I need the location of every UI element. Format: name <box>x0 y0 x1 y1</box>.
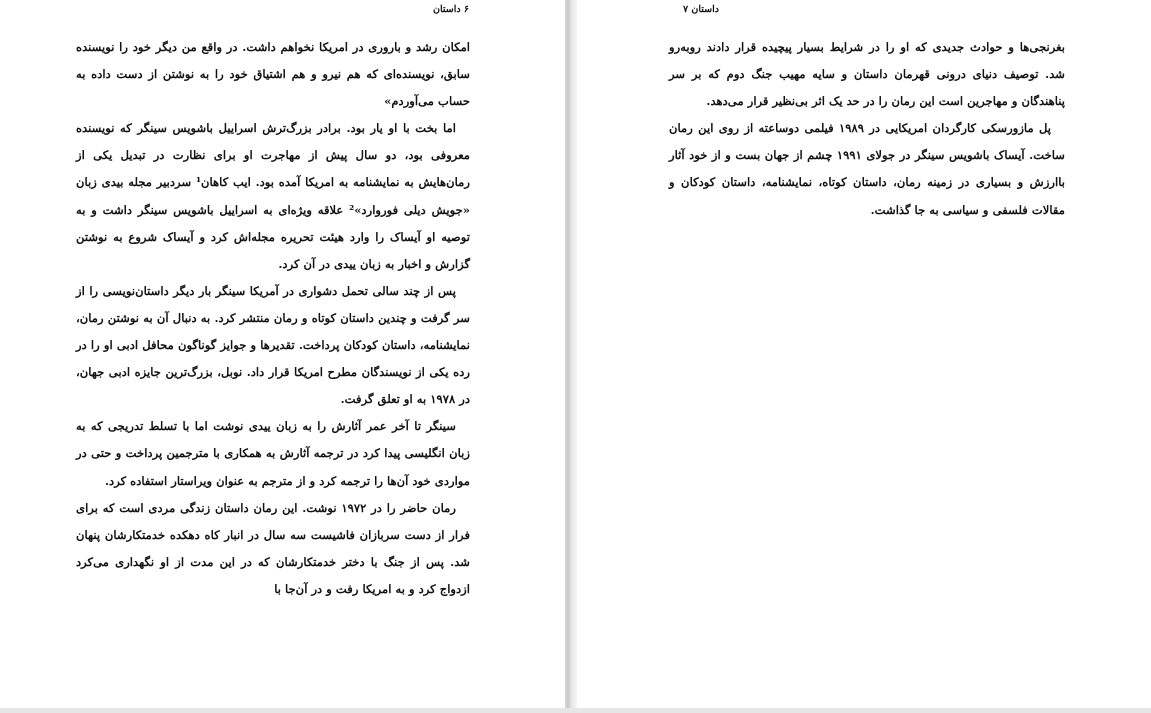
right-page <box>577 0 1151 708</box>
viewer-bottom-edge <box>0 708 1151 713</box>
left-page-body <box>76 34 470 603</box>
paragraph: اما بخت با او یار بود. برادر بزرگ‌ترش اسراییل باشویس سینگر که نویسنده معروفی بود، دو سال پیش از مهاجرت او برای نظارت در تبدیل یکی از رمان‌هایش به نمایشنامه به امریکا آمده بود. ایب کاهان¹ سردبیر مجله بیدی زبان «جویش دیلی فوروارد»² علاقه ویژه‌ای به اسراییل باشویس سینگر داشت و به توصیه او آیساک را وارد هیئت تحریره مجله‌اش کرد و آیساک شروع به نوشتن گزارش و اخبار به زبان ییدی در آن کرد. <box>76 121 470 271</box>
paragraph: امکان رشد و باروری در امریکا نخواهم داشت. در واقع من دیگر خود را نویسنده سابق، نویسنده‌ای که هم نیرو و هم اشتیاق خود را به نوشتن از دست داده به حساب می‌آوردم» <box>76 40 470 109</box>
paragraph: پل مازورسکی کارگردان امریکایی در ۱۹۸۹ فیلمی دوساعته از روی این رمان ساخت. آیساک باشویس سینگر در جولای ۱۹۹۱ چشم از جهان بست و از خود آثار باارزش و بسیاری در زمینه رمان، داستان کوتاه، نمایشنامه، داستان کودکان و مقالات فلسفی و سیاسی به جا گذاشت. <box>669 121 1065 217</box>
right-page-body <box>669 34 1065 224</box>
paragraph: رمان حاضر را در ۱۹۷۲ نوشت. این رمان داستان زندگی مردی است که برای فرار از دست سربازان فاشیست سه سال در انبار کاه دهکده خدمتکارشان پنهان شد. پس از جنگ با دختر خدمتکارشان که در این مدت از او نگهداری می‌کرد ازدواج کرد و به امریکا رفت و در آن‌جا با <box>76 500 470 596</box>
paragraph: بغرنجی‌ها و حوادث جدیدی که او را در شرایط بسیار پیچیده قرار دادند روبه‌رو شد. توصیف دنیای درونی قهرمان داستان و سایه مهیب جنگ دوم که بر سر پناهندگان و مهاجرین است این رمان را در حد یک اثر بی‌نظیر قرار می‌دهد. <box>669 40 1065 109</box>
left-page <box>0 0 565 708</box>
paragraph: پس از چند سالی تحمل دشواری در آمریکا سینگر بار دیگر داستان‌نویسی را از سر گرفت و چندین داستان کوتاه و رمان منتشر کرد. به دنبال آن به نوشتن رمان، نمایشنامه، داستان کودکان پرداخت. تقدیرها و جوایز گوناگون محافل ادبی او را در رده یکی از نویسندگان مطرح امریکا قرار داد. نوبل، بزرگ‌ترین جایزه ادبی جهان، در ۱۹۷۸ به او تعلق گرفت. <box>76 283 470 407</box>
left-page-header: ۶ داستان <box>433 4 469 15</box>
page-gutter <box>565 0 577 713</box>
paragraph: سینگر تا آخر عمر آثارش را به زبان ییدی نوشت اما با تسلط تدریجی که به زبان انگلیسی پیدا کرد در ترجمه آثارش به همکاری با مترجمین پرداخت و حتی در مواردی خود آن‌ها را ترجمه کرد و از مترجم به عنوان ویراستار استفاده کرد. <box>76 419 470 488</box>
right-page-header: داستان ۷ <box>683 4 719 15</box>
